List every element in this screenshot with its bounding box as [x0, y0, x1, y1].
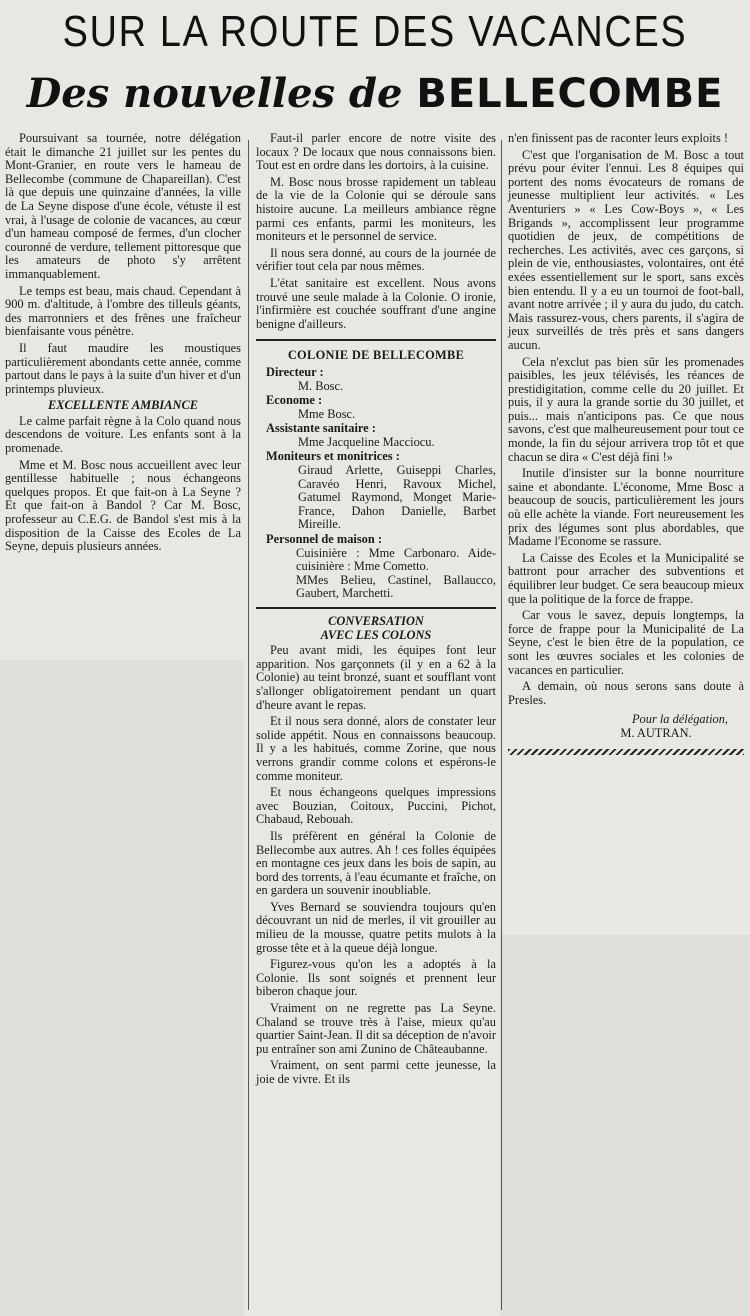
- paragraph: Il faut maudire les moustiques particulièrement abondants cette année, comme partout dans le pays à la suite d'un hiver et d'un printemps pluvieux.: [5, 340, 241, 396]
- section-heading: EXCELLENTE AMBIANCE: [48, 398, 198, 413]
- subhead-name: BELLECOMBE: [416, 71, 724, 117]
- paragraph: L'état sanitaire est excellent. Nous avons trouvé une seule malade à la Colonie. O ironie, l'infirmière est couchée souffrant d'une angine benigne d'ailleurs.: [256, 275, 496, 331]
- end-ornament: [508, 749, 744, 755]
- paragraph: Car vous le savez, depuis longtemps, la force de frappe pour la Municipalité de La Seyne, c'est le bien être de la population, ce sont les œuvres sociales et les colonies de vacances en particulier.: [508, 608, 744, 677]
- paragraph: Ils préfèrent en général la Colonie de Bellecombe aux autres. Ah ! ces folles équipées en montagne ces jeux dans les bois de sapin, au bord des torrents, à l'eau écumante et fraîche, on en gardera un souvenir inoubliable.: [256, 828, 496, 898]
- blank-area-right: [500, 935, 750, 1316]
- signature-line: Pour la délégation,: [631, 712, 728, 727]
- paragraph: C'est que l'organisation de M. Bosc a tout prévu pour éviter l'ennui. Les 8 équipes qui portent des noms évocateurs de romans de jeunesse multiplient leur activités. « Les Aventuriers » « Les Cow-Boys », « Les Brigands », accomplissent leur programme quotidien de jeux, de compétitions de recherches. Les activités, avec ces garçons, si plein de vie, enthousiastes, volontaires, ont été exées essentiellement sur le sport, sans excès bien entendu. Il y a eu un tournoi de foot-ball, avant notre arrivée ; il y aura du judo, du catch. Mais rassurez-vous, chers parents, il s'agira de jeux surveillés de très près et sans dangers aucun.: [508, 147, 744, 352]
- paragraph: Cela n'exclut pas bien sûr les promenades paisibles, les jeux télévisés, les réances de prestidigitation, comme celle du 20 juillet. Et puis, il y aura la grande sortie du 30 juillet, et puis... mais n'anticipons pas. Ce que nous savons, c'est que malheureusement pour tout ce monde, la fin du séjour arrivera trop tôt et que chacun se dira « C'est déjà fini !»: [508, 354, 744, 464]
- paragraph: Poursuivant sa tournée, notre délégation était le dimanche 21 juillet sur les pentes du Mont-Granier, en route vers le hameau de Bellecombe (commune de Chapareillan). C'est là que depuis une quinzaine d'années, la ville de La Seyne dispose d'une école, vétuste il est vrai, à l'usage de colonie de vacances, au cœur d'un hameau composé de fermes, d'un clocher couronné de verdure, tellement pittoresque que les amateurs de photo s'y arrêtent immanquablement.: [5, 131, 241, 281]
- role-names: M. Bosc.: [298, 378, 344, 393]
- column-1: [5, 132, 241, 557]
- section-heading: AVEC LES COLONS: [320, 627, 432, 642]
- column-rule-1: [248, 140, 249, 1310]
- role-label: Moniteurs et monitrices :: [266, 449, 400, 464]
- role-label: Assistante sanitaire :: [266, 421, 376, 436]
- paragraph: Mme et M. Bosc nous accueillent avec leur gentillesse habituelle ; nous échangeons quelques propos. Et que fait-on à La Seyne ? Et que fait-on à Bandol ? Car M. Bosc, professeur au C.E.G. de Bandol s'est mis à la disposition de la Caisse des Ecoles de La Seyne, depuis plusieurs années.: [5, 457, 241, 554]
- column-3: [508, 132, 744, 755]
- subheadline: [0, 68, 750, 120]
- paragraph: Le calme parfait règne à la Colo quand nous descendons de voiture. Les enfants sont à la promenade.: [5, 413, 241, 456]
- paragraph: n'en finissent pas de raconter leurs exploits !: [508, 131, 729, 145]
- paragraph: Yves Bernard se souviendra toujours qu'en découvrant un nid de merles, il vit grouiller au milieu de la mousse, quatre petits mulots à la grosse tête et à la queue déjà longue.: [256, 899, 496, 955]
- box-rule-top: [256, 339, 496, 341]
- paragraph: La Caisse des Ecoles et la Municipalité se battront pour arracher des subventions et équilibrer leur budget. Ce sera beaucoup mieux que la politique de la force de frappe.: [508, 550, 744, 606]
- subhead-italic: Des nouvelles de: [26, 70, 417, 117]
- role-label: Econome :: [266, 393, 323, 408]
- role-names: Giraud Arlette, Guiseppi Charles, Caravéo Henri, Ravoux Michel, Gatumel Raymond, Monget Marie-France, Dahon Danielle, Barbet Mireille.: [298, 463, 496, 532]
- role-names: Cuisinière : Mme Carbonaro. Aide-cuisinière : Mme Cometto.: [296, 545, 496, 574]
- paragraph: Et il nous sera donné, alors de constater leur solide appétit. Nous en connaissons beaucoup. Il y a les habitués, comme Zorine, que nous verrons grandir comme colons et espérons-le comme moniteur.: [256, 714, 496, 783]
- signature-name: M. AUTRAN.: [620, 725, 692, 740]
- role-label: Directeur :: [266, 364, 324, 379]
- paragraph: Figurez-vous qu'on les a adoptés à la Colonie. Ils sont soignés et prennent leur biberon chaque jour.: [256, 957, 496, 999]
- blank-area-left: [0, 660, 244, 1316]
- column-rule-2: [501, 140, 502, 1310]
- headline: SUR LA ROUTE DES VACANCES: [62, 7, 688, 56]
- role-names: MMes Belieu, Castinel, Ballaucco, Gaubert, Marchetti.: [296, 572, 496, 601]
- role-label: Personnel de maison :: [266, 532, 382, 547]
- paragraph: Inutile d'insister sur la bonne nourriture saine et abondante. L'économe, Mme Bosc a beaucoup de soucis, particulièrement les jours où elle achète la viande. Fort neureusement les prix des légumes sont plus abordables, que Madame l'Econome se rassure.: [508, 466, 744, 549]
- box-rule-bottom: [256, 607, 496, 609]
- column-2: [256, 132, 496, 1090]
- paragraph: Vraiment, on sent parmi cette jeunesse, la joie de vivre. Et ils: [256, 1058, 496, 1086]
- role-names: Mme Jacqueline Macciocu.: [298, 434, 435, 449]
- paragraph: Et nous échangeons quelques impressions avec Bouzian, Coitoux, Puccini, Pichot, Chabaud, Rebouah.: [256, 785, 496, 827]
- paragraph: Il nous sera donné, au cours de la journée de vérifier tout cela par nous mêmes.: [256, 245, 496, 274]
- section-heading: CONVERSATION: [328, 614, 424, 628]
- paragraph: Peu avant midi, les équipes font leur apparition. Nos garçonnets (il y en a 62 à la Colonie) au teint bronzé, suant et soufflant vont s'allonger obligatoirement pendant un quart d'heure avant le repas.: [256, 643, 496, 712]
- paragraph: Le temps est beau, mais chaud. Cependant à 900 m. d'altitude, à l'ombre des tilleuls géants, des marronniers et des frênes une fraîcheur bienfaisante vous pénètre.: [5, 283, 241, 339]
- paragraph: Faut-il parler encore de notre visite des locaux ? De locaux que nous connaissons bien. Tout est en ordre dans les dortoirs, à la cuisine.: [256, 131, 496, 173]
- box-title: COLONIE DE BELLECOMBE: [287, 348, 465, 363]
- role-names: Mme Bosc.: [298, 406, 356, 421]
- paragraph: M. Bosc nous brosse rapidement un tableau de la vie de la Colonie qui se déroule sans histoire aucune. La meilleurs ambiance règne parmi ces enfants, parmi les moniteurs, les moniteurs et le personnel de service.: [256, 174, 496, 244]
- staff-box: [256, 339, 496, 609]
- paragraph: A demain, où nous serons sans doute à Presles.: [508, 679, 744, 707]
- paragraph: Vraiment on ne regrette pas La Seyne. Chaland se trouve très à l'aise, mieux qu'au quartier Saint-Jean. Il dit sa déception de n'avoir pu entraîner son ami Zunino de Châteaubanne.: [256, 1001, 496, 1056]
